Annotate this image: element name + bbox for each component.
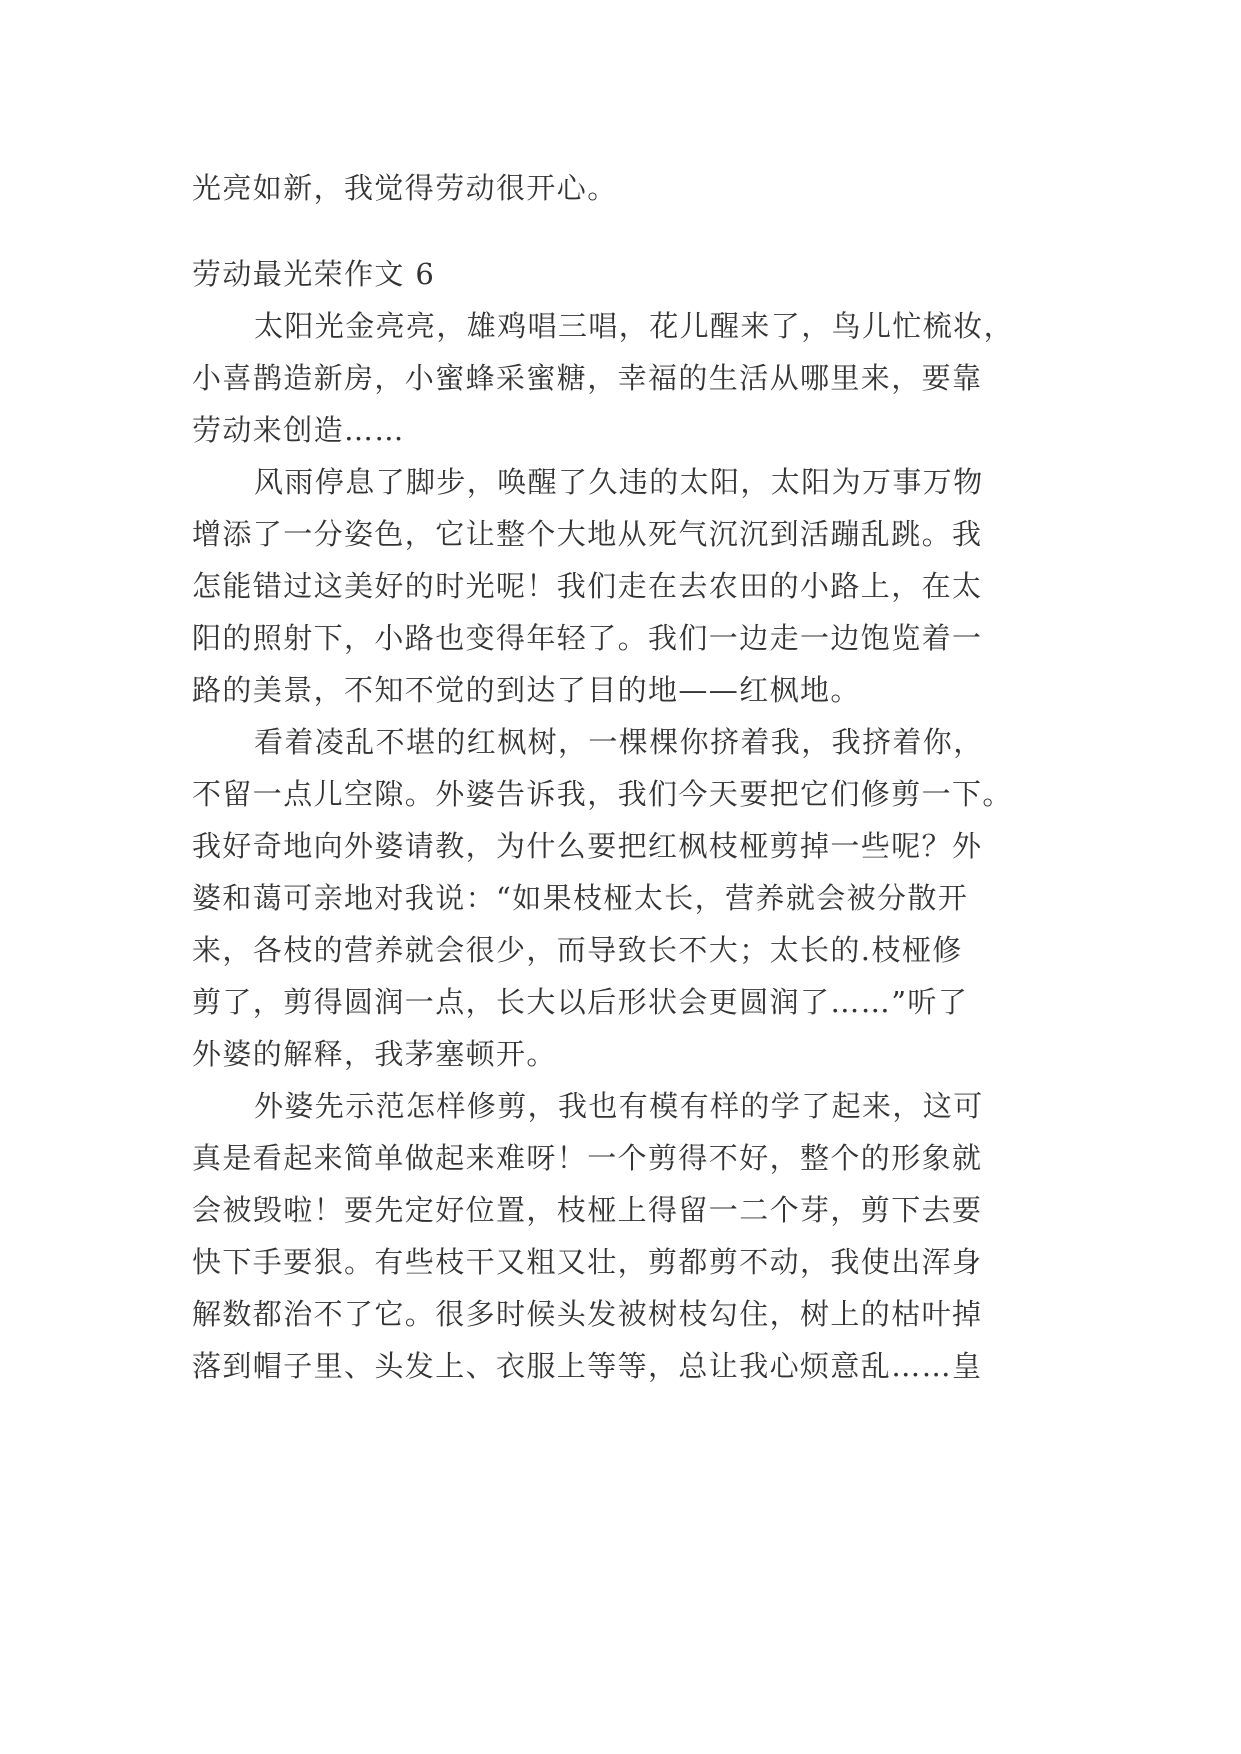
paragraph-4-line-6: 落到帽子里、头发上、衣服上等等，总让我心烦意乱……皇: [192, 1349, 983, 1383]
continuation-line: 光亮如新，我觉得劳动很开心。: [192, 171, 618, 205]
paragraph-4-line-5: 解数都治不了它。很多时候头发被树枝勾住，树上的枯叶掉: [192, 1297, 983, 1331]
paragraph-4-line-1: 外婆先示范怎样修剪，我也有模有样的学了起来，这可: [254, 1089, 984, 1123]
paragraph-2-line-4: 阳的照射下，小路也变得年轻了。我们一边走一边饱览着一: [192, 621, 983, 655]
paragraph-3-line-4: 婆和蔼可亲地对我说：“如果枝桠太长，营养就会被分散开: [192, 881, 969, 915]
paragraph-4-line-4: 快下手要狠。有些枝干又粗又壮，剪都剪不动，我使出浑身: [192, 1245, 983, 1279]
paragraph-1-line-3: 劳动来创造……: [192, 413, 405, 447]
paragraph-3-line-6: 剪了，剪得圆润一点，长大以后形状会更圆润了……”听了: [192, 985, 969, 1019]
paragraph-2-line-5: 路的美景，不知不觉的到达了目的地——红枫地。: [192, 673, 861, 707]
paragraph-3-line-1: 看着凌乱不堪的红枫树，一棵棵你挤着我，我挤着你，: [254, 725, 984, 759]
paragraph-4-line-3: 会被毁啦！要先定好位置，枝桠上得留一二个芽，剪下去要: [192, 1193, 983, 1227]
paragraph-4-line-2: 真是看起来简单做起来难呀！一个剪得不好，整个的形象就: [192, 1141, 983, 1175]
paragraph-2-line-3: 怎能错过这美好的时光呢！我们走在去农田的小路上，在太: [192, 569, 983, 603]
paragraph-2-line-1: 风雨停息了脚步，唤醒了久违的太阳，太阳为万事万物: [254, 465, 984, 499]
paragraph-3-line-7: 外婆的解释，我茅塞顿开。: [192, 1037, 557, 1071]
paragraph-3-line-5: 来，各枝的营养就会很少，而导致长不大；太长的.枝桠修: [192, 933, 963, 967]
paragraph-3-line-3: 我好奇地向外婆请教，为什么要把红枫枝桠剪掉一些呢？外: [192, 829, 983, 863]
paragraph-1-line-1: 太阳光金亮亮，雄鸡唱三唱，花儿醒来了，鸟儿忙梳妆，: [254, 309, 1015, 343]
paragraph-2-line-2: 增添了一分姿色，它让整个大地从死气沉沉到活蹦乱跳。我: [192, 517, 983, 551]
paragraph-1-line-2: 小喜鹊造新房，小蜜蜂采蜜糖，幸福的生活从哪里来，要靠: [192, 361, 983, 395]
section-title: 劳动最光荣作文 6: [192, 257, 436, 291]
paragraph-3-line-2: 不留一点儿空隙。外婆告诉我，我们今天要把它们修剪一下。: [192, 777, 1013, 811]
